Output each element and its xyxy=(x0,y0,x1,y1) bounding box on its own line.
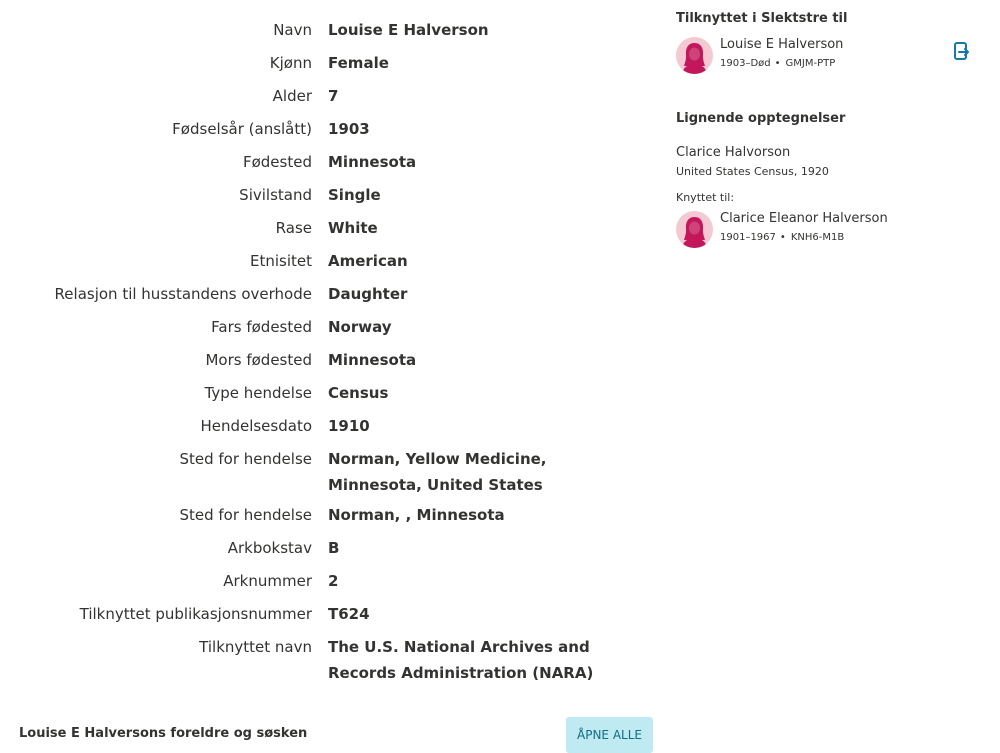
fact-row-ethnicity xyxy=(0,248,640,281)
fact-row-birthplace xyxy=(0,149,640,182)
attached-person-lifespan: 1903–Død xyxy=(720,58,771,69)
fact-value: Norway xyxy=(328,318,392,336)
record-facts xyxy=(0,17,640,690)
fact-label: Fødested xyxy=(242,153,312,171)
fact-row-name xyxy=(0,17,640,50)
fact-label: Tilknyttet publikasjonsnummer xyxy=(79,605,312,623)
similar-record-name[interactable]: Clarice Halvorson xyxy=(676,145,791,160)
fact-label: Fødselsår (anslått) xyxy=(172,120,312,138)
fact-row-relationship xyxy=(0,281,640,314)
fact-value: Minnesota xyxy=(328,153,417,171)
fact-value: T624 xyxy=(328,605,370,623)
fact-label: Rase xyxy=(275,219,312,237)
attached-person-meta xyxy=(720,57,843,71)
fact-row-birth-year xyxy=(0,116,640,149)
fact-row-sheet-number xyxy=(0,568,640,601)
fact-value: Norman, , Minnesota xyxy=(328,506,505,524)
attached-tree-title: Tilknyttet i Slektstre til xyxy=(676,11,848,26)
female-avatar-icon xyxy=(676,37,713,74)
linked-to-label: Knyttet til: xyxy=(676,191,735,204)
fact-value: 1903 xyxy=(328,120,370,138)
fact-label: Fars fødested xyxy=(211,318,312,336)
fact-row-marital-status xyxy=(0,182,640,215)
parents-siblings-title: Louise E Halversons foreldre og søsken xyxy=(19,726,308,741)
fact-label: Tilknyttet navn xyxy=(199,638,312,656)
fact-row-father-birthplace xyxy=(0,314,640,347)
fact-label: Sted for hendelse xyxy=(179,450,312,468)
attached-person-id: GMJM-PTP xyxy=(785,58,836,69)
fact-row-event-type xyxy=(0,380,640,413)
fact-label: Mors fødested xyxy=(205,351,312,369)
fact-value: 2 xyxy=(328,572,339,590)
fact-label: Sivilstand xyxy=(239,186,312,204)
fact-value: White xyxy=(328,219,378,237)
fact-value: Minnesota xyxy=(328,351,417,369)
fact-row-event-place xyxy=(0,446,640,502)
fact-label: Hendelsesdato xyxy=(200,417,312,435)
fact-value: B xyxy=(328,539,340,557)
fact-value: Louise E Halverson xyxy=(328,21,489,39)
similar-record-collection: United States Census, 1920 xyxy=(676,165,829,178)
print-icon[interactable] xyxy=(951,40,973,62)
fact-label: Sted for hendelse xyxy=(179,506,312,524)
fact-row-affiliate-name xyxy=(0,634,640,690)
fact-label: Alder xyxy=(272,87,312,105)
fact-row-publication-number xyxy=(0,601,640,634)
fact-value: 1910 xyxy=(328,417,370,435)
fact-row-sheet-letter xyxy=(0,535,640,568)
linked-person-name[interactable]: Clarice Eleanor Halverson xyxy=(720,211,888,226)
fact-row-mother-birthplace xyxy=(0,347,640,380)
fact-value: Female xyxy=(328,54,389,72)
fact-label: Etnisitet xyxy=(249,252,312,270)
fact-value: 7 xyxy=(328,87,339,105)
separator-dot: • xyxy=(774,58,781,69)
female-avatar-icon xyxy=(676,211,713,248)
attached-person-card[interactable] xyxy=(676,37,843,74)
fact-row-sex xyxy=(0,50,640,83)
fact-value: The U.S. National Archives and Records Administration (NARA) xyxy=(328,638,594,682)
fact-label: Kjønn xyxy=(269,54,312,72)
fact-row-age xyxy=(0,83,640,116)
linked-person-card[interactable] xyxy=(676,211,888,248)
fact-value: Single xyxy=(328,186,381,204)
fact-label: Navn xyxy=(273,21,312,39)
fact-label: Relasjon til husstandens overhode xyxy=(54,285,312,303)
open-all-button[interactable]: ÅPNE ALLE xyxy=(566,717,653,753)
fact-label: Arknummer xyxy=(223,572,312,590)
fact-label: Type hendelse xyxy=(204,384,312,402)
linked-person-id: KNH6-M1B xyxy=(790,232,845,243)
fact-row-event-place-original xyxy=(0,502,640,535)
fact-value: Daughter xyxy=(328,285,408,303)
fact-value: Census xyxy=(328,384,389,402)
fact-row-event-date xyxy=(0,413,640,446)
similar-records-title: Lignende opptegnelser xyxy=(676,111,846,126)
fact-label: Arkbokstav xyxy=(227,539,312,557)
separator-dot: • xyxy=(779,232,786,243)
linked-person-meta xyxy=(720,231,888,245)
fact-row-race xyxy=(0,215,640,248)
linked-person-lifespan: 1901–1967 xyxy=(720,232,776,243)
attached-person-name[interactable]: Louise E Halverson xyxy=(720,37,844,52)
fact-value: American xyxy=(328,252,408,270)
fact-value: Norman, Yellow Medicine, Minnesota, United States xyxy=(328,450,547,494)
